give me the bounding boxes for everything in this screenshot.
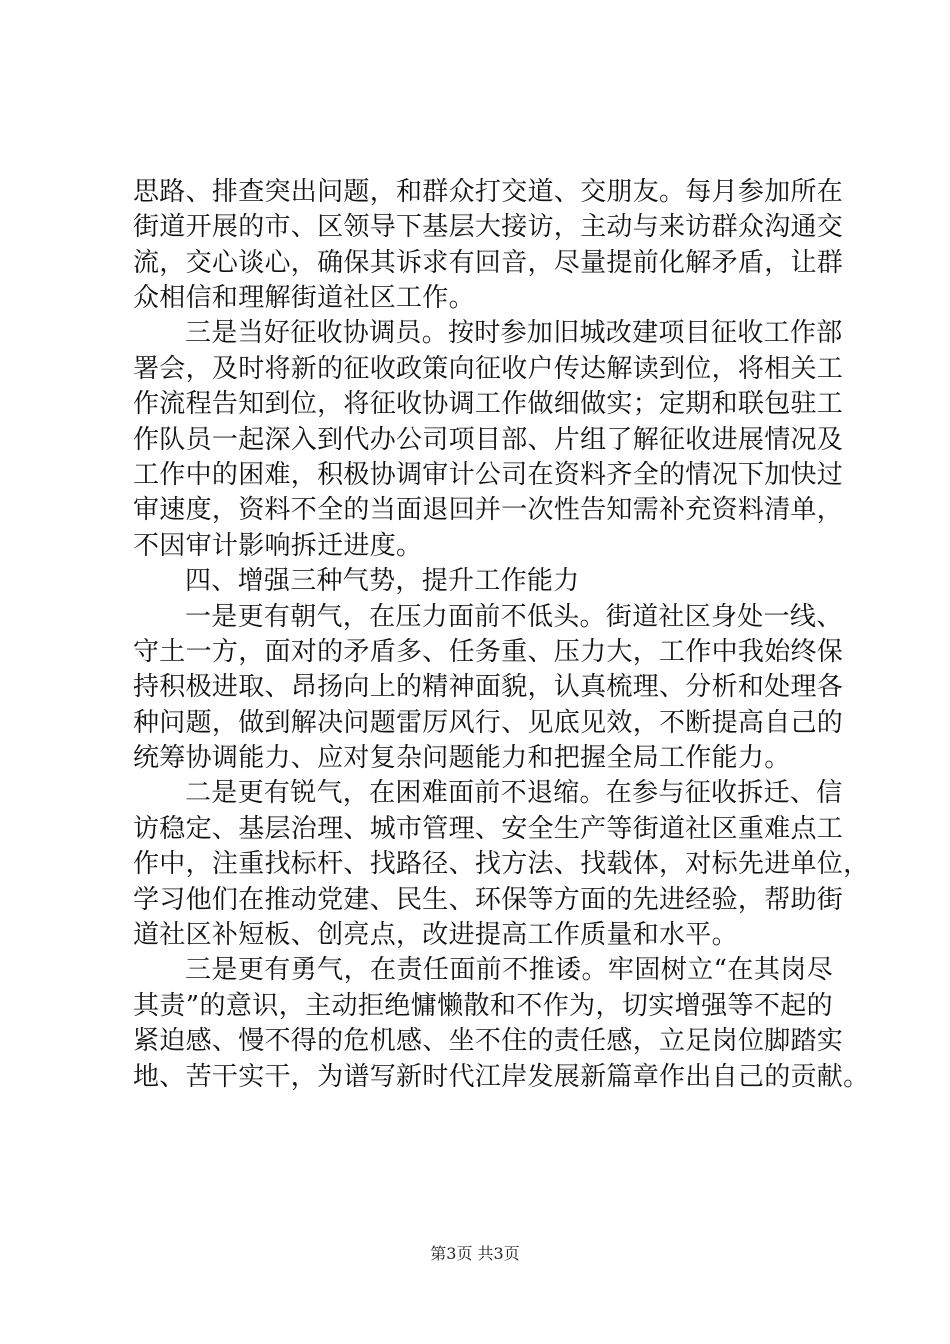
paragraph-line: 地、苦干实干，为谱写新时代江岸发展新篇章作出自己的贡献。 [133,1062,870,1092]
paragraph-line: 二是更有锐气，在困难面前不退缩。在参与征收拆迁、信 [185,778,843,808]
paragraph-line: 守土一方，面对的矛盾多、任务重、压力大，工作中我始终保 [133,637,844,667]
paragraph-line: 作流程告知到位，将征收协调工作做细做实；定期和联包驻工 [133,389,844,419]
paragraph-line: 作中，注重找标杆、找路径、找方法、找载体，对标先进单位， [133,849,870,879]
paragraph-line: 作队员一起深入到代办公司项目部、片组了解征收进展情况及 [133,425,844,455]
paragraph-line: 紧迫感、慢不得的危机感、坐不住的责任感，立足岗位脚踏实 [133,1026,844,1056]
paragraph-line: 访稳定、基层治理、城市管理、安全生产等街道社区重难点工 [133,814,844,844]
paragraph-line: 街道开展的市、区领导下基层大接访，主动与来访群众沟通交 [133,212,844,242]
paragraph-line: 流，交心谈心，确保其诉求有回音，尽量提前化解矛盾，让群 [133,248,844,278]
section-heading: 四、增强三种气势，提升工作能力 [185,566,580,596]
paragraph-line: 学习他们在推动党建、民生、环保等方面的先进经验，帮助街 [133,885,844,915]
paragraph-line: 道社区补短板、创亮点，改进提高工作质量和水平。 [133,920,738,950]
paragraph-line: 三是当好征收协调员。按时参加旧城改建项目征收工作部 [185,318,843,348]
paragraph-line: 工作中的困难，积极协调审计公司在资料齐全的情况下加快过 [133,460,844,490]
paragraph-line: 一是更有朝气，在压力面前不低头。街道社区身处一线、 [185,602,843,632]
paragraph-line: 思路、排查突出问题，和群众打交道、交朋友。每月参加所在 [133,177,844,207]
paragraph-line: 审速度，资料不全的当面退回并一次性告知需补充资料清单， [133,495,844,525]
paragraph-line: 署会，及时将新的征收政策向征收户传达解读到位，将相关工 [133,354,844,384]
paragraph-line: 其责”的意识，主动拒绝慵懒散和不作为，切实增强等不起的 [133,991,833,1021]
paragraph-line: 不因审计影响拆迁进度。 [133,531,423,561]
paragraph-line: 统筹协调能力、应对复杂问题能力和把握全局工作能力。 [133,743,791,773]
paragraph-line: 种问题，做到解决问题雷厉风行、见底见效，不断提高自己的 [133,708,844,738]
paragraph-line: 三是更有勇气，在责任面前不推诿。牢固树立“在其岗尽 [185,955,833,985]
paragraph-line: 持积极进取、昂扬向上的精神面貌，认真梳理、分析和处理各 [133,672,844,702]
paragraph-line: 众相信和理解街道社区工作。 [133,283,475,313]
page-number-footer: 第3页 共3页 [430,1244,520,1263]
